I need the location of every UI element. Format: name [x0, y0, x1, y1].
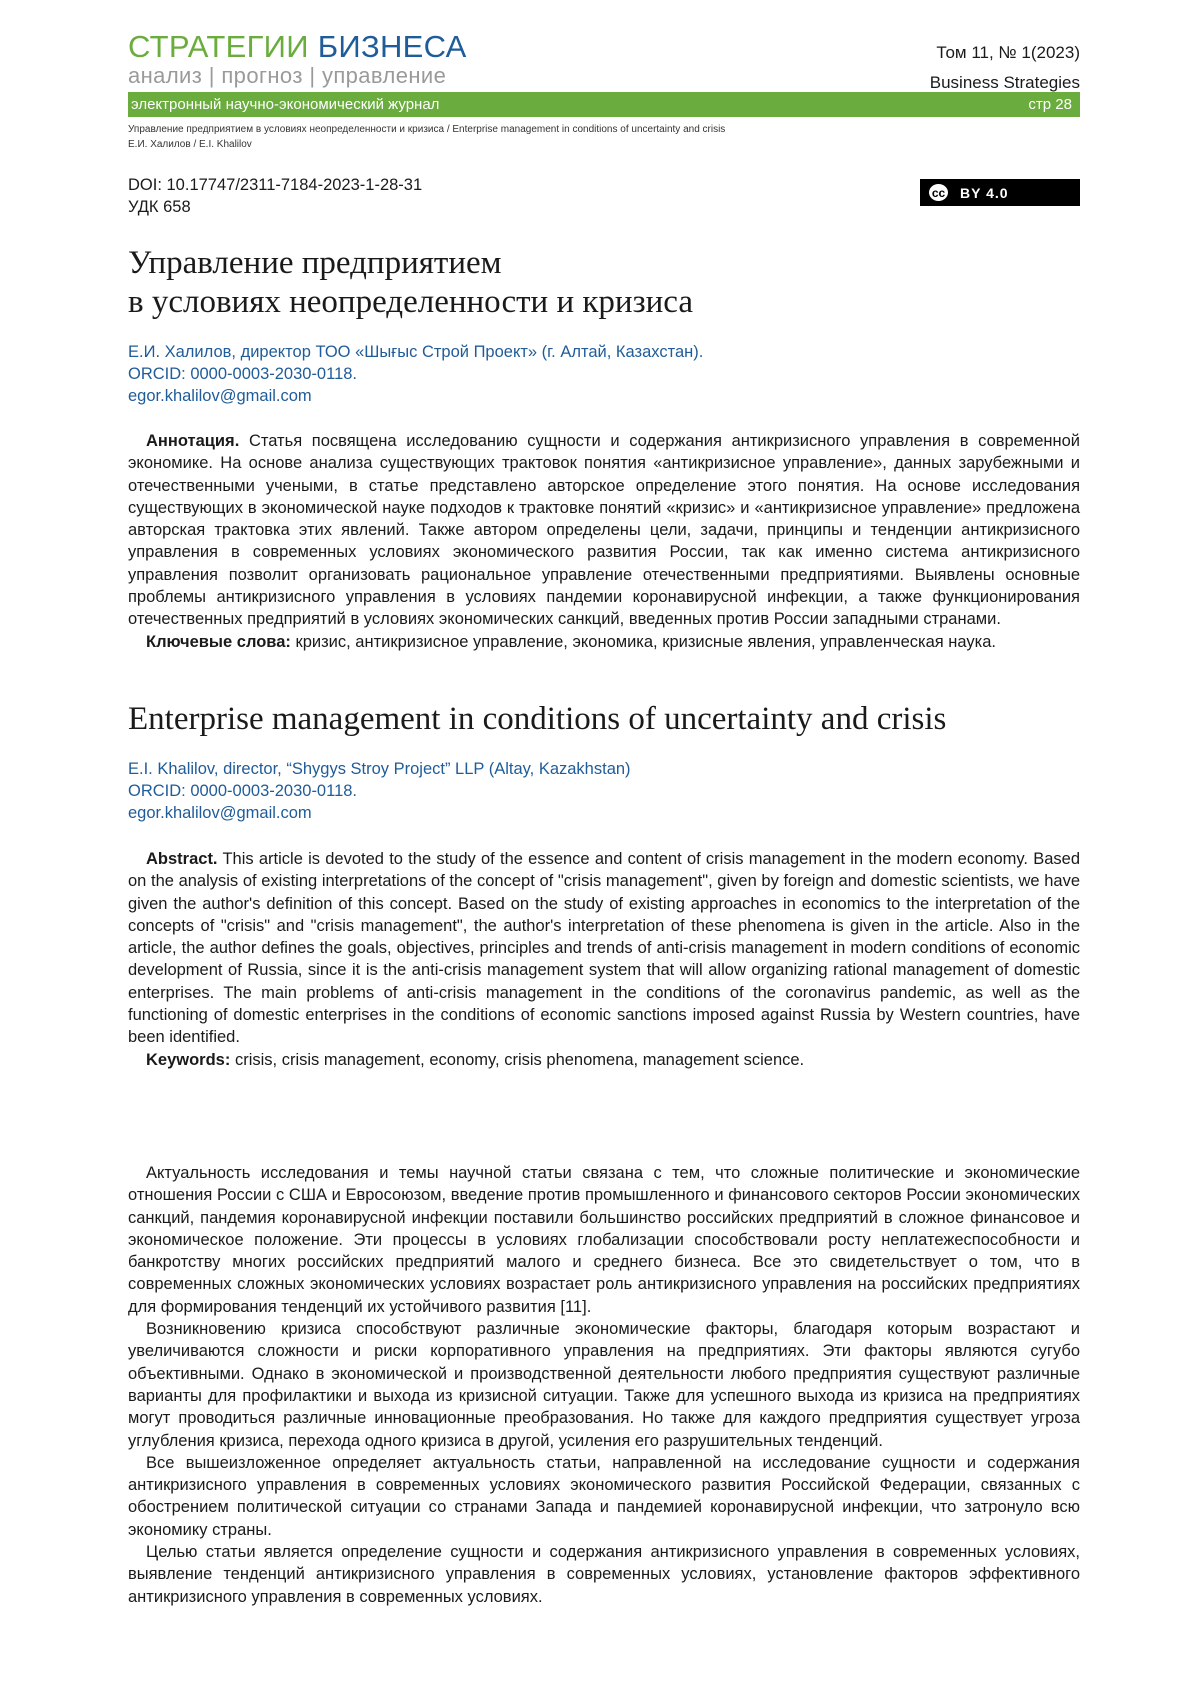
author-info-en — [128, 758, 631, 824]
author-info-ru — [128, 341, 703, 407]
license-label: BY 4.0 — [960, 184, 1009, 201]
author-en: E.I. Khalilov, director, “Shygys Stroy Project” LLP (Altay, Kazakhstan) — [128, 760, 631, 778]
page-number: стр 28 — [1028, 96, 1072, 113]
keywords-ru-label: Ключевые слова: — [146, 632, 291, 651]
body-paragraph-2: Возникновению кризиса способствуют различные экономические факторы, благодаря которым возрастают и увеличиваются сложности и риски корпоративного управления на предприятиях. Эти факторы являются сугубо объективными. Однако в экономической и производственной деятельности любого предприятия существуют различные варианты для профилактики и выхода из кризисной ситуации. Также для успешного выхода из кризиса на предприятиях могут проводиться различные инновационные преобразования. Но также для каждого предприятия существует угроза углубления кризиса, перехода одного кризиса в другой, усиления его разрушительных тенденций. — [128, 1320, 1080, 1450]
abstract-en-label: Abstract. — [146, 850, 218, 868]
keywords-ru-text: кризис, антикризисное управление, экономика, кризисные явления, управленческая наука. — [295, 632, 997, 651]
abstract-en-text: This article is devoted to the study of the essence and content of crisis management in the modern economy. Based on the analysis of existing interpretations of the concept of "crisis management", given by foreign and domestic scientists, we have given the author's definition of this concept. Based on the study of existing approaches in economics to the interpretation of the concepts of "crisis" and "crisis management", the author's interpretation of these phenomena is given in the article. Also in the article, the author defines the goals, objectives, principles and trends of anti-crisis management in modern conditions of economic development of Russia, since it is the anti-crisis management system that will allow organizing rational management of domestic enterprises. The main problems of anti-crisis management in the conditions of the coronavirus pandemic, as well as the functioning of domestic enterprises in the conditions of economic sanctions imposed against Russia by Western countries, have been identified. — [128, 850, 1080, 1047]
keywords-en-text: crisis, crisis management, economy, crisis phenomena, management science. — [234, 1050, 805, 1069]
body-paragraph-4: Целью статьи является определение сущности и содержания антикризисного управления в современных условиях, выявление тенденций антикризисного управления в современных условиях, установление факторов эффективного антикризисного управления в современных условиях. — [128, 1543, 1080, 1606]
title-ru-line1: Управление предприятием — [128, 245, 502, 281]
email-en[interactable]: egor.khalilov@gmail.com — [128, 804, 312, 822]
cc-icon: cc — [927, 182, 950, 203]
cc-license-badge — [920, 179, 1080, 206]
brand-subtitle: анализ | прогноз | управление — [128, 63, 447, 88]
article-meta — [128, 174, 422, 218]
journal-band — [128, 92, 1080, 117]
running-title: Управление предприятием в условиях неопределенности и кризиса / Enterprise management in conditions of uncertainty and crisis — [128, 124, 726, 135]
running-authors: Е.И. Халилов / E.I. Khalilov — [128, 139, 252, 150]
body-paragraph-3: Все вышеизложенное определяет актуальность статьи, направленной на исследование сущности и содержания антикризисного управления в современных условиях экономического развития Российской Федерации, связанных с обострением политической ситуации со странами Запада и пандемией коронавирусной инфекции, что затронуло всю экономику страны. — [128, 1453, 1080, 1539]
title-russian — [128, 244, 693, 322]
title-ru-line2: в условиях неопределенности и кризиса — [128, 284, 693, 320]
author-ru: Е.И. Халилов, директор ТОО «Шығыс Строй Проект» (г. Алтай, Казахстан). — [128, 343, 704, 361]
brand-part1: СТРАТЕГИИ — [128, 29, 309, 64]
orcid-ru: ORCID: 0000-0003-2030-0118. — [128, 365, 358, 383]
abstract-ru-label: Аннотация. — [146, 432, 240, 450]
journal-description: электронный научно-экономический журнал — [131, 96, 440, 113]
doi: DOI: 10.17747/2311-7184-2023-1-28-31 — [128, 176, 423, 194]
article-body — [128, 1162, 1080, 1608]
abstract-ru-text: Статья посвящена исследованию сущности и содержания антикризисного управления в современной экономике. На основе анализа существующих трактовок понятия «антикризисное управление», данных зарубежными и отечественными учеными, в статье представлено авторское определение этого понятия. На основе исследования существующих в экономической науке подходов к трактовке понятий «кризис» и «антикризисное управление» предложена авторская трактовка этих явлений. Также автором определены цели, задачи, принципы и тенденции антикризисного управления в современных условиях экономического развития России, так как именно система антикризисного управления позволит организовать рациональное управление отечественными предприятиями. Выявлены основные проблемы антикризисного управления в условиях пандемии коронавирусной инфекции, а также функционирования отечественных предприятий в условиях экономических санкций, введенных против России западными странами. — [128, 432, 1080, 629]
keywords-en-label: Keywords: — [146, 1050, 231, 1069]
udk: УДК 658 — [128, 198, 191, 216]
orcid-en: ORCID: 0000-0003-2030-0118. — [128, 782, 358, 800]
abstract-en — [128, 848, 1080, 1071]
body-paragraph-1: Актуальность исследования и темы научной статьи связана с тем, что сложные политические и экономические отношения России с США и Евросоюзом, введение против промышленного и финансового секторов России экономических санкций, пандемия коронавирусной инфекции поставили большинство российских предприятий в сложное финансовое и экономическое положение. Эти процессы в условиях глобализации способствовали росту неплатежеспособности и банкротству многих российских предприятий малого и среднего бизнеса. Все это свидетельствует о том, что в современных сложных экономических условиях возрастает роль антикризисного управления на российских предприятиях для формирования тенденций их устойчивого развития [11]. — [128, 1164, 1080, 1316]
journal-english-name: Business Strategies — [929, 73, 1080, 92]
journal-logo — [128, 30, 467, 88]
abstract-ru — [128, 430, 1080, 653]
volume-number: Том 11, № 1(2023) — [936, 43, 1080, 62]
email-ru[interactable]: egor.khalilov@gmail.com — [128, 387, 312, 405]
title-english: Enterprise management in conditions of uncertainty and crisis — [128, 701, 947, 737]
brand-part2: БИЗНЕСА — [317, 29, 467, 64]
running-header — [128, 122, 725, 152]
issue-info — [930, 38, 1080, 98]
